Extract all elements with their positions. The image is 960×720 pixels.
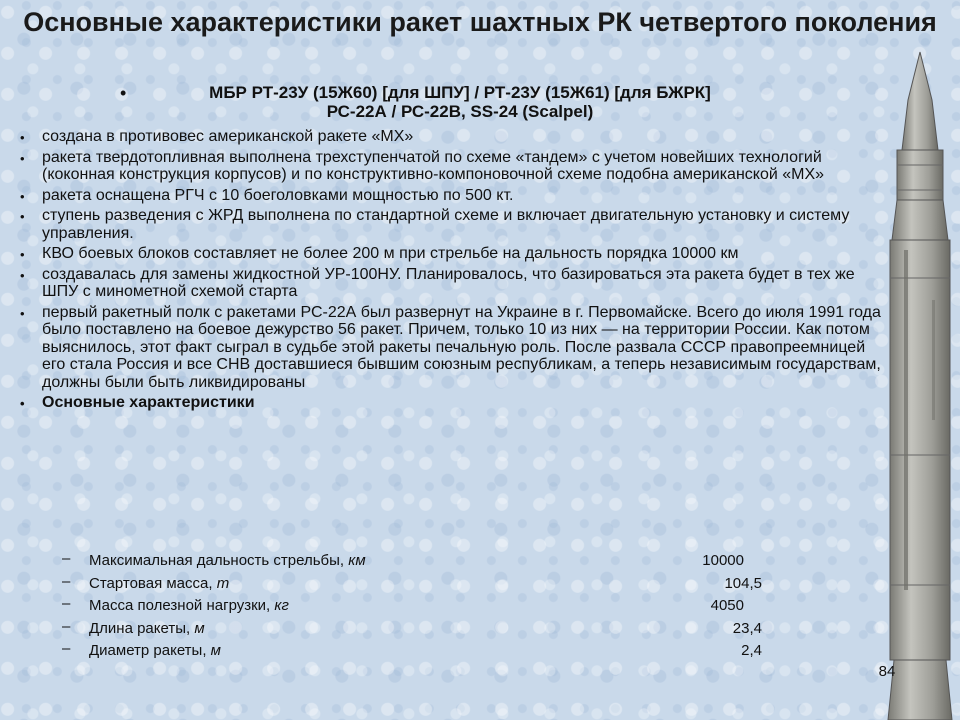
list-item (16, 187, 886, 205)
subtitle-bullet: • (120, 83, 127, 103)
spec-label: Стартовая масса, т (89, 574, 230, 592)
subtitle-line-1: МБР РТ-23У (15Ж60) [для ШПУ] / РТ-23У (15Ж61) [для БЖРК] (209, 83, 711, 102)
slide-title: Основные характеристики ракет шахтных РК четвертого поколения (23, 7, 937, 37)
list-item (16, 128, 886, 146)
spec-value: 4050 (710, 597, 744, 614)
list-item (16, 245, 886, 263)
spec-label: Длина ракеты, м (89, 619, 205, 637)
bullet-list (16, 128, 886, 415)
specs-heading (16, 394, 886, 412)
specs-heading-text: Основные характеристики (42, 394, 255, 411)
spec-row (62, 617, 782, 643)
bullet-marker: • (20, 396, 25, 411)
bullet-marker: • (20, 305, 25, 321)
rocket-transition (892, 200, 948, 240)
list-item (16, 207, 886, 242)
list-item (16, 149, 886, 184)
spec-row (62, 552, 782, 575)
bullet-marker: • (20, 247, 25, 262)
spec-value: 2,4 (741, 642, 762, 659)
dash-marker: – (62, 550, 71, 567)
spec-label: Масса полезной нагрузки, кг (89, 597, 289, 614)
spec-row (62, 597, 782, 620)
spec-value: 104,5 (724, 574, 762, 592)
rocket-upper-stage (897, 150, 943, 200)
spec-label: Максимальная дальность стрельбы, км (89, 552, 366, 569)
list-item-text: ракета твердотопливная выполнена трехступенчатой по схеме «тандем» с учетом новейших технологий (коконная конструкция корпусов) и по конструктивно-компоновочной схеме подобна американской «МХ» (42, 148, 825, 183)
list-item-text: первый ракетный полк с ракетами РС-22А был развернут на Украине в г. Первомайске. Всего до июля 1991 года было поставлено на боевое дежурство 56 ракет. Причем, только 10 из них — на территории России. Как потом выяснилось, этот факт сыграл в судьбе этой ракеты печальную роль. После развала СССР правопреемницей его стала Россия и все СНВ доставшиеся бывшим союзным республикам, а теперь независимым государствам, должны были быть ликвидированы (42, 303, 881, 391)
spec-row (62, 572, 782, 598)
page-number: 84 (878, 663, 896, 680)
subtitle (120, 83, 800, 121)
spec-value: 23,4 (732, 619, 762, 637)
spec-label: Диаметр ракеты, м (89, 642, 221, 659)
list-item-text: создавалась для замены жидкостной УР-100НУ. Планировалось, что базироваться эта ракета будет в тех же ШПУ с минометной схемой старта (42, 265, 855, 300)
bullet-marker: • (20, 267, 25, 283)
dash-marker: – (62, 640, 71, 657)
list-item-text: ракета оснащена РГЧ с 10 боеголовками мощностью по 500 кт. (42, 186, 514, 204)
list-item (16, 266, 886, 301)
list-item-text: создана в противовес американской ракете «МХ» (42, 128, 414, 145)
spec-value: 10000 (702, 552, 744, 569)
specs-list (62, 552, 782, 665)
list-item (16, 304, 886, 392)
spec-row (62, 642, 782, 665)
dash-marker: – (62, 595, 71, 612)
dash-marker: – (62, 617, 71, 635)
rocket-main-body (890, 240, 950, 660)
bullet-marker: • (20, 130, 25, 145)
subtitle-line-2: РС-22А / РС-22В, SS-24 (Scalpel) (326, 102, 594, 121)
rocket-nose (902, 52, 938, 150)
rocket-illustration (880, 40, 960, 720)
list-item-text: ступень разведения с ЖРД выполнена по стандартной схеме и включает двигательную установку и систему управления. (42, 207, 850, 242)
bullet-marker: • (20, 150, 25, 166)
bullet-marker: • (20, 209, 25, 224)
dash-marker: – (62, 572, 71, 590)
bullet-marker: • (20, 188, 25, 204)
list-item-text: КВО боевых блоков составляет не более 200 м при стрельбе на дальность порядка 10000 км (42, 245, 739, 262)
